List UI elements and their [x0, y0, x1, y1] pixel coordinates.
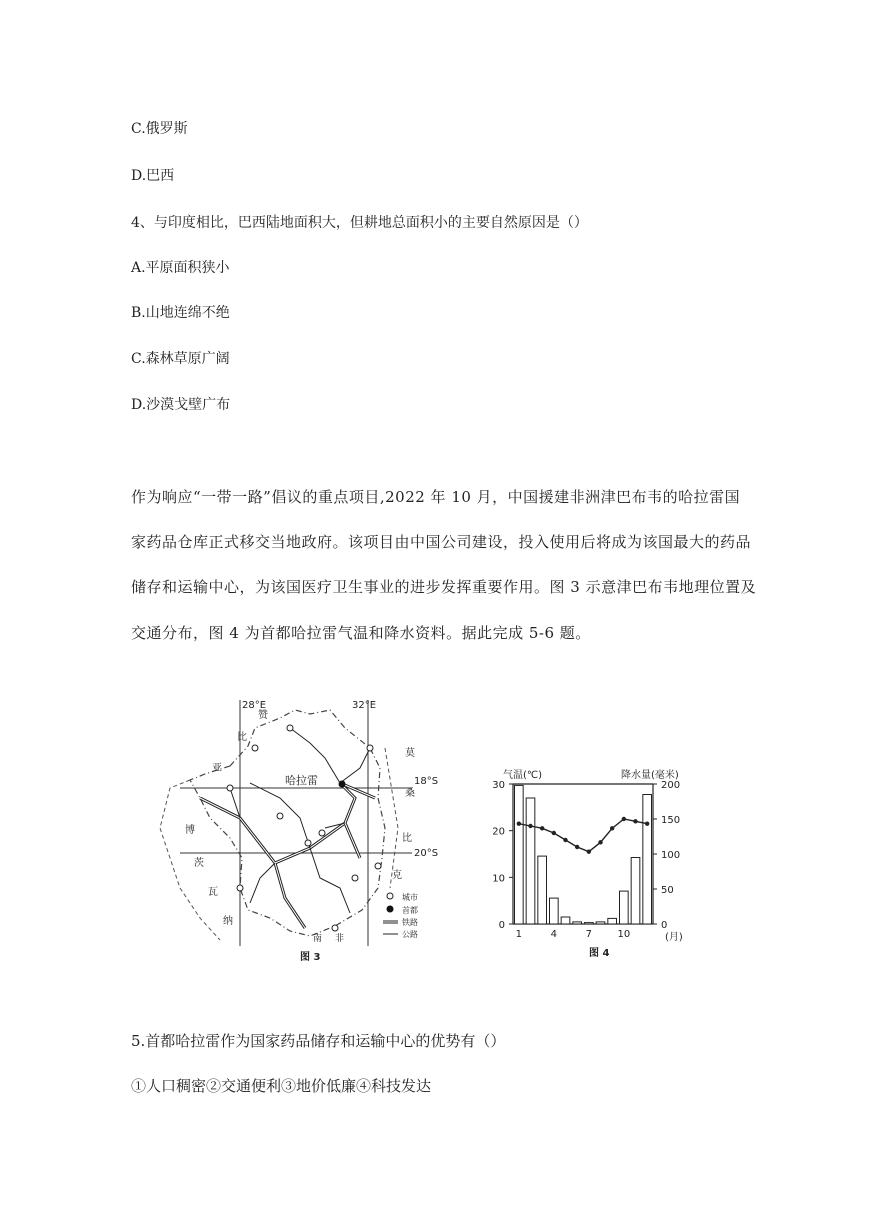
- city-marker: [375, 863, 381, 869]
- precip-tick-label: 150: [661, 815, 681, 826]
- neighbor-border-east: [385, 748, 398, 888]
- road: [230, 728, 370, 913]
- country-char: 瓦: [208, 887, 218, 898]
- month-tick-label: 1: [515, 929, 523, 940]
- precip-tick-label: 100: [661, 850, 681, 861]
- figures: [130, 688, 730, 978]
- city-marker: [277, 813, 283, 819]
- country-char: 茨: [194, 858, 204, 869]
- temperature-point: [563, 838, 567, 842]
- lon-label-32: 32°E: [352, 700, 377, 711]
- precip-bar: [550, 898, 559, 924]
- month-tick-label: 7: [585, 929, 593, 940]
- question-5-stem: 5.首都哈拉雷作为国家药品储存和运输中心的优势有（）: [131, 1032, 506, 1050]
- map-caption: 图 3: [300, 952, 321, 963]
- temperature-point: [598, 840, 602, 844]
- legend-railway: 铁路: [402, 918, 418, 927]
- temperature-point: [610, 826, 614, 830]
- temperature-line: [519, 819, 647, 852]
- city-marker: [352, 875, 358, 881]
- temp-tick-label: 20: [492, 826, 505, 838]
- passage-line-1: 作为响应“一带一路”倡议的重点项目,2022 年 10 月，中国援建非洲津巴布韦的哈拉雷国: [131, 488, 741, 506]
- passage-line-2: 家药品仓库正式移交当地政府。该项目由中国公司建设，投入使用后将成为该国最大的药品: [131, 533, 752, 551]
- option-4d: D.沙漠戈壁广布: [131, 397, 231, 413]
- precip-bar: [620, 891, 629, 924]
- city-marker: [252, 745, 258, 751]
- legend-city-symbol: [387, 893, 393, 899]
- precip-bar: [608, 918, 617, 924]
- temp-tick-label: 10: [492, 873, 505, 885]
- temperature-point: [645, 821, 649, 825]
- country-char: 赞: [258, 710, 268, 721]
- precip-bar: [643, 795, 652, 925]
- precip-bar: [515, 785, 524, 924]
- precip-bar: [573, 922, 582, 924]
- legend-road: 公路: [402, 930, 418, 939]
- capital-marker: [339, 781, 346, 788]
- x-unit-label: (月): [665, 932, 683, 943]
- capital-label: 哈拉雷: [285, 774, 318, 787]
- temp-axis-label: 气温(℃): [503, 770, 543, 781]
- option-4a: A.平原面积狭小: [131, 260, 230, 276]
- precip-bar: [631, 858, 640, 925]
- question-5-options: ①人口稠密②交通便利③地价低廉④科技发达: [131, 1077, 432, 1095]
- temp-tick-label: 30: [492, 780, 505, 791]
- temperature-point: [517, 821, 521, 825]
- temp-tick-label: 0: [498, 920, 505, 931]
- legend-capital: 首都: [402, 906, 418, 915]
- precip-bar: [561, 917, 570, 924]
- option-4b: B.山地连绵不绝: [131, 305, 230, 321]
- lat-label-20: 20°S: [414, 848, 439, 859]
- city-marker: [227, 785, 233, 791]
- country-char: 纳: [223, 916, 233, 927]
- lat-label-18: 18°S: [414, 776, 439, 787]
- country-char: 南: [313, 934, 323, 944]
- railway: [200, 783, 375, 928]
- temperature-point: [633, 819, 637, 823]
- option-3c: C.俄罗斯: [131, 121, 188, 137]
- country-char: 博: [185, 825, 195, 836]
- month-tick-label: 10: [617, 929, 631, 940]
- precip-axis-label: 降水量(毫米): [621, 770, 679, 781]
- city-marker: [367, 745, 373, 751]
- precip-tick-label: 50: [661, 885, 674, 896]
- country-char: 桑: [405, 788, 415, 799]
- country-char: 莫: [405, 748, 415, 759]
- precip-bar: [526, 798, 535, 924]
- city-marker: [237, 885, 243, 891]
- temperature-point: [552, 831, 556, 835]
- city-marker: [305, 840, 311, 846]
- option-4c: C.森林草原广阔: [131, 351, 230, 367]
- lon-label-28: 28°E: [242, 700, 267, 711]
- option-3d: D.巴西: [131, 168, 175, 184]
- precip-bar: [538, 856, 547, 924]
- city-marker: [319, 830, 325, 836]
- country-char: 比: [237, 732, 247, 743]
- passage-line-4: 交通分布，图 4 为首都哈拉雷气温和降水资料。据此完成 5-6 题。: [131, 624, 591, 642]
- legend-city: 城市: [402, 893, 418, 902]
- chart-caption: 图 4: [589, 948, 610, 959]
- temperature-point: [540, 826, 544, 830]
- country-char: 比: [402, 833, 412, 844]
- precip-tick-label: 200: [661, 780, 681, 791]
- temperature-point: [528, 824, 532, 828]
- precip-bar: [585, 923, 594, 924]
- temperature-point: [622, 817, 626, 821]
- temperature-point: [587, 849, 591, 853]
- question-4-stem: 4、与印度相比，巴西陆地面积大，但耕地总面积小的主要自然原因是（）: [131, 215, 588, 231]
- country-char: 克: [392, 870, 402, 881]
- month-tick-label: 4: [550, 929, 558, 940]
- precip-tick-label: 0: [661, 920, 668, 931]
- climate-chart: [455, 688, 725, 978]
- city-marker: [287, 725, 293, 731]
- legend-capital-symbol: [387, 906, 394, 913]
- country-char: 亚: [212, 763, 222, 774]
- country-char: 非: [335, 934, 345, 944]
- city-marker: [332, 925, 338, 931]
- zimbabwe-map: [130, 688, 439, 978]
- precip-bar: [596, 922, 605, 924]
- temperature-point: [575, 845, 579, 849]
- passage-line-3: 储存和运输中心，为该国医疗卫生事业的进步发挥重要作用。图 3 示意津巴布韦地理位置及: [131, 578, 757, 596]
